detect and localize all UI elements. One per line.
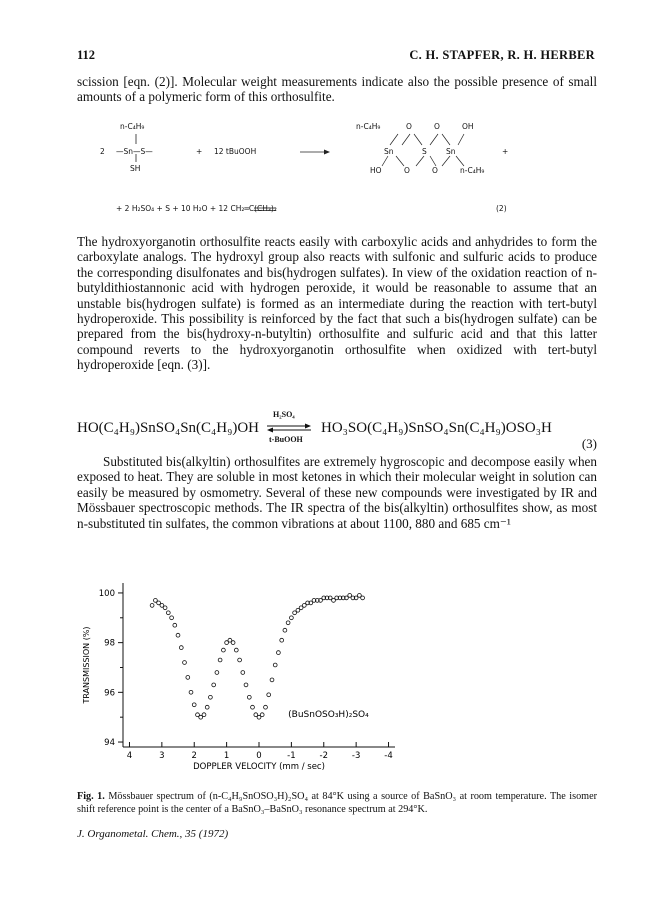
- data-point: [192, 703, 196, 707]
- data-points: [150, 594, 364, 720]
- data-point: [209, 695, 213, 699]
- data-point: [234, 648, 238, 652]
- data-point: [290, 616, 294, 620]
- data-point: [202, 713, 206, 717]
- reaction-scheme-2: [100, 120, 580, 220]
- data-point: [244, 683, 248, 687]
- paragraph-3: Substituted bis(alkyltin) orthosulfites are extremely hygroscopic and decompose easily when exposed to heat. They are soluble in most ketones in which their molecular weight in solution can easily be measured by osmometry. Several of these new compounds were investigated by IR and Mössbauer spectroscopic methods. The IR spectra of the bis(alkyltin) orthosulfites show, as most n-substituted tin sulfates, the common vibrations at about 1100, 880 and 685 cm⁻¹: [77, 454, 597, 531]
- data-point: [361, 596, 365, 600]
- data-point: [270, 678, 274, 682]
- data-point: [277, 651, 281, 655]
- eq3-left: HO(C₄H₉)SnSO₄Sn(C₄H₉)OH: [77, 420, 259, 436]
- data-point: [260, 713, 264, 717]
- page-number: 112: [77, 48, 96, 62]
- data-point: [283, 628, 287, 632]
- product-sn2: Sn: [446, 147, 456, 156]
- product-o2: O: [434, 122, 440, 131]
- product-butyl-bottom: n-C₄H₉: [460, 166, 485, 175]
- data-point: [176, 633, 180, 637]
- plus-sign-2: +: [502, 147, 509, 156]
- y-tick-label: 96: [104, 688, 115, 699]
- x-tick-label: 0: [256, 751, 262, 761]
- x-axis-label: DOPPLER VELOCITY (mm / sec): [193, 762, 325, 772]
- data-point: [231, 641, 235, 645]
- equation-number-3: (3): [581, 436, 597, 451]
- y-tick-label: 100: [98, 588, 115, 599]
- data-point: [186, 676, 190, 680]
- equation-3: [77, 410, 597, 450]
- reactant-sh: SH: [130, 164, 141, 173]
- product-o1: O: [406, 122, 412, 131]
- data-point: [215, 671, 219, 675]
- x-tick-label: 1: [223, 751, 230, 761]
- journal-reference: J. Organometal. Chem., 35 (1972): [77, 828, 229, 840]
- reagent-tbuooh: 12 tBuOOH: [214, 147, 257, 156]
- data-point: [218, 658, 222, 662]
- mossbauer-spectrum-chart: [77, 575, 417, 785]
- data-point: [251, 705, 255, 709]
- x-tick-label: -4: [384, 751, 393, 761]
- data-point: [173, 623, 177, 627]
- product-s: S: [422, 147, 427, 156]
- data-point: [286, 621, 290, 625]
- y-tick-label: 94: [104, 738, 115, 749]
- x-tick-label: -2: [319, 751, 329, 761]
- figure-caption-label: Fig. 1.: [77, 791, 105, 802]
- compound-label: (BuSnOSO₃H)₂SO₄: [288, 710, 369, 721]
- product-o4: O: [432, 166, 438, 175]
- data-point: [150, 604, 154, 608]
- data-point: [273, 663, 277, 667]
- data-point: [183, 661, 187, 665]
- data-point: [238, 658, 242, 662]
- y-tick-label: 98: [104, 638, 115, 649]
- x-tick-label: 3: [159, 751, 165, 761]
- data-point: [163, 606, 167, 610]
- y-axis-label: TRANSMISSION (%): [82, 626, 91, 704]
- data-point: [212, 683, 216, 687]
- product-oh: OH: [462, 122, 474, 131]
- scheme-line-2: + 2 H₂SO₄ + S + 10 H₂O + 12 CH₂═C(CH₃)₂: [116, 204, 277, 213]
- x-tick-label: -3: [351, 751, 361, 761]
- data-point: [247, 695, 251, 699]
- product-ho: HO: [370, 166, 382, 175]
- data-point: [170, 616, 174, 620]
- data-point: [179, 646, 183, 650]
- running-authors: C. H. STAPFER, R. H. HERBER: [409, 48, 595, 62]
- data-point: [280, 638, 284, 642]
- data-point: [241, 671, 245, 675]
- running-header: [77, 48, 595, 64]
- reactant-butyl: n-C₄H₉: [120, 122, 145, 131]
- product-sn1: Sn: [384, 147, 394, 156]
- equilibrium-arrow-icon: [265, 422, 313, 434]
- paragraph-1: scission [eqn. (2)]. Molecular weight measurements indicate also the possible presence of small amounts of a polymeric form of this orthosulfite.: [77, 74, 597, 105]
- eq3-above-arrow: H₂SO₄: [273, 410, 295, 419]
- reactant-core: —Sn—S—: [116, 147, 153, 156]
- eq3-right: HO₃SO(C₄H₉)SnSO₄Sn(C₄H₉)OSO₃H: [321, 420, 552, 436]
- x-tick-label: 4: [126, 751, 133, 761]
- data-point: [267, 693, 271, 697]
- data-point: [166, 611, 170, 615]
- eq3-below-arrow: t-BuOOH: [269, 435, 303, 444]
- x-axis-ticks: [127, 742, 393, 761]
- figure-caption: [77, 790, 597, 816]
- equation-number-2: (2): [496, 204, 507, 213]
- data-point: [189, 690, 193, 694]
- plus-sign: +: [196, 147, 203, 156]
- coefficient-2: 2: [100, 147, 105, 156]
- product-o3: O: [404, 166, 410, 175]
- figure-caption-text: Mössbauer spectrum of (n-C₄H₉SnOSO₃H)₂SO₄ at 84°K using a source of BaSnO₃ at room temperature. The isomer shift reference point is the center of a BaSnO₃–BaSnO₃ resonance spectrum at 294°K.: [77, 791, 597, 815]
- data-point: [222, 648, 226, 652]
- x-tick-label: 2: [191, 751, 197, 761]
- y-axis-ticks: [99, 589, 123, 748]
- data-point: [264, 705, 268, 709]
- paragraph-2: The hydroxyorganotin orthosulfite reacts easily with carboxylic acids and anhydrides to form the carboxylate analogs. The hydroxyl group also reacts with sulfonic and sulfuric acids to produce the corresponding disulfonates and bis(hydrogen sulfates). In view of the oxidation reaction of n-butyldithiostannonic acid with hydrogen peroxide, it would be reasonable to assume that an unstable bis(hydrogen sulfate) is formed as an intermediate during the reaction with tert-butyl hydroperoxide. This possibility is reinforced by the fact that such a bis(hydrogen sulfate) can be prepared from the bis(hydroxy-n-butyltin) orthosulfite and sulfuric acid and that this latter compound reverts to the hydroxyorganotin orthosulfite when oxidized with tert-butyl hydroperoxide [eqn. (3)].: [77, 234, 597, 373]
- data-point: [205, 705, 209, 709]
- x-tick-label: -1: [287, 751, 296, 761]
- product-butyl-top: n-C₄H₉: [356, 122, 381, 131]
